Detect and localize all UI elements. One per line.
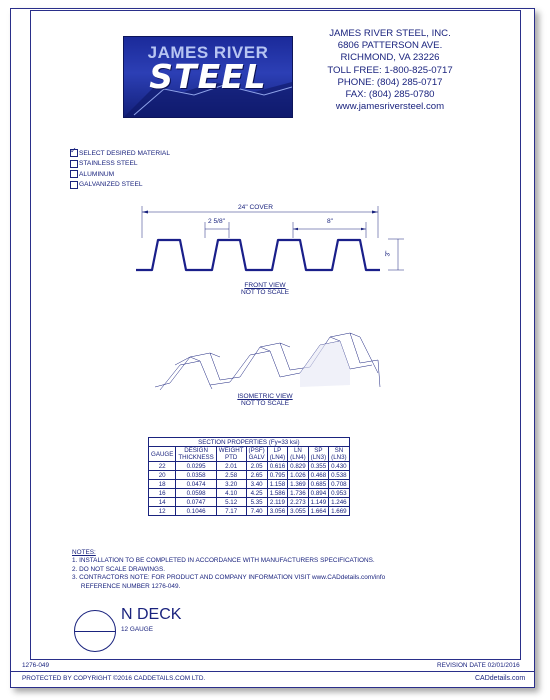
col-psf: (PSF) GALV [246, 447, 267, 462]
copyright: PROTECTED BY COPYRIGHT ©2016 CADDETAILS.COM LTD. [22, 675, 206, 682]
col-weight: WEIGHT PTD [216, 447, 246, 462]
col-sn: SN (LN3) [329, 447, 349, 462]
front-view-title: FRONT VIEW [244, 282, 286, 289]
table-cell: 18 [149, 480, 176, 489]
table-cell: 0.685 [308, 480, 328, 489]
table-cell: 1.158 [267, 480, 287, 489]
title-block-circle [74, 610, 116, 652]
table-cell: 12 [149, 507, 176, 516]
col-thickness: DESIGN THICKNESS [176, 447, 216, 462]
revision-date: REVISION DATE 02/01/2016 [437, 662, 520, 669]
table-cell: 5.12 [216, 498, 246, 507]
dim-cover: 24" COVER [238, 204, 273, 211]
table-cell: 4.25 [246, 489, 267, 498]
table-cell: 0.538 [329, 471, 349, 480]
table-cell: 0.355 [308, 462, 328, 471]
table-row [149, 471, 350, 480]
col-lp: LP (LN4) [267, 447, 287, 462]
table-title-row [149, 438, 350, 447]
table-cell: 0.953 [329, 489, 349, 498]
detail-subtitle: 12 GAUGE [121, 626, 153, 633]
table-cell: 4.10 [216, 489, 246, 498]
note-item: REFERENCE NUMBER 1276-049. [72, 582, 181, 590]
table-cell: 3.20 [216, 480, 246, 489]
table-cell: 0.0598 [176, 489, 216, 498]
table-cell: 0.0747 [176, 498, 216, 507]
table-cell: 2.58 [216, 471, 246, 480]
company-name: JAMES RIVER STEEL, INC. [329, 28, 451, 39]
checkbox-icon[interactable] [70, 181, 78, 189]
isometric-view-drawing [150, 325, 400, 395]
table-cell: 1.664 [308, 507, 328, 516]
company-contact-block [300, 28, 480, 113]
notes-block [72, 549, 385, 591]
note-item: 1. INSTALLATION TO BE COMPLETED IN ACCORDANCE WITH MANUFACTURERS SPECIFICATIONS. [72, 557, 375, 565]
dim-top-width: 2 5/8" [208, 218, 226, 225]
table-cell: 2.65 [246, 471, 267, 480]
material-option-stainless[interactable]: STAINLESS STEEL [70, 159, 170, 170]
company-fax: FAX: (804) 285-0780 [345, 89, 435, 101]
material-option-aluminum[interactable]: ALUMINUM [70, 169, 170, 180]
company-phone: PHONE: (804) 285-0717 [337, 76, 443, 88]
table-cell: 0.795 [267, 471, 287, 480]
table-cell: 16 [149, 489, 176, 498]
table-cell: 5.35 [246, 498, 267, 507]
isometric-view-caption [210, 393, 320, 407]
material-option-galvanized[interactable]: GALVANIZED STEEL [70, 180, 170, 191]
table-cell: 1.246 [329, 498, 349, 507]
col-ln: LN (LN4) [288, 447, 308, 462]
table-cell: 2.05 [246, 462, 267, 471]
table-cell: 0.0295 [176, 462, 216, 471]
table-cell: 0.0474 [176, 480, 216, 489]
table-cell: 22 [149, 462, 176, 471]
front-view-drawing [130, 200, 420, 290]
company-website[interactable]: www.jamesriversteel.com [335, 101, 445, 113]
table-cell: 7.17 [216, 507, 246, 516]
note-item: 2. DO NOT SCALE DRAWINGS. [72, 565, 166, 573]
table-cell: 0.0358 [176, 471, 216, 480]
material-checklist [70, 148, 170, 190]
logo-text-bottom: STEEL [149, 57, 267, 96]
company-address-1: 6806 PATTERSON AVE. [337, 40, 443, 52]
reference-number: 1276-049 [22, 662, 50, 669]
table-cell: 1.586 [267, 489, 287, 498]
section-properties-table [148, 437, 350, 516]
logo-text-top: JAMES RIVER [147, 43, 269, 62]
table-cell: 1.369 [288, 480, 308, 489]
checkbox-checked-icon[interactable] [70, 149, 78, 157]
caddetails-link[interactable]: CADdetails.com [475, 675, 526, 682]
table-row [149, 480, 350, 489]
notes-heading: NOTES: [72, 549, 96, 556]
table-cell: 2.273 [288, 498, 308, 507]
company-tollfree: TOLL FREE: 1-800-825-0717 [327, 64, 453, 76]
table-cell: 1.736 [288, 489, 308, 498]
table-cell: 0.708 [329, 480, 349, 489]
table-cell: 1.669 [329, 507, 349, 516]
table-cell: 0.894 [308, 489, 328, 498]
front-view-subtitle: NOT TO SCALE [240, 289, 289, 296]
checkbox-icon[interactable] [70, 170, 78, 178]
table-cell: 1.149 [308, 498, 328, 507]
table-cell: 3.055 [288, 507, 308, 516]
footer-divider [10, 671, 534, 672]
table-cell: 0.430 [329, 462, 349, 471]
isometric-view-title: ISOMETRIC VIEW [237, 393, 293, 400]
col-sp: SP (LN3) [308, 447, 328, 462]
company-logo [123, 36, 293, 118]
table-cell: 14 [149, 498, 176, 507]
dim-pitch: 8" [327, 218, 334, 225]
note-item: 3. CONTRACTORS NOTE: FOR PRODUCT AND COMPANY INFORMATION VISIT www.CADdetails.com/info [72, 574, 386, 582]
company-address-2: RICHMOND, VA 23226 [340, 52, 440, 64]
table-row [149, 498, 350, 507]
table-cell: 1.026 [288, 471, 308, 480]
table-header-row [149, 447, 350, 462]
table-cell: 0.1046 [176, 507, 216, 516]
table-cell: 2.119 [267, 498, 287, 507]
table-cell: 20 [149, 471, 176, 480]
table-body [149, 462, 350, 516]
dim-depth: 3" [384, 250, 392, 257]
detail-title: N DECK [121, 606, 182, 623]
table-cell: 0.616 [267, 462, 287, 471]
table-row [149, 489, 350, 498]
table-cell: 0.468 [308, 471, 328, 480]
table-row [149, 462, 350, 471]
front-view-caption [215, 282, 315, 296]
checkbox-icon[interactable] [70, 160, 78, 168]
table-row [149, 507, 350, 516]
material-option-select[interactable]: ✓ SELECT DESIRED MATERIAL [70, 148, 170, 159]
isometric-view-subtitle: NOT TO SCALE [240, 400, 289, 407]
table-cell: 7.40 [246, 507, 267, 516]
table-cell: 3.40 [246, 480, 267, 489]
table-cell: 3.056 [267, 507, 287, 516]
table-cell: 2.01 [216, 462, 246, 471]
col-gauge: GAUGE [149, 447, 176, 462]
table-title: SECTION PROPERTIES (Fy=33 ksi) [149, 438, 350, 447]
table-cell: 0.829 [288, 462, 308, 471]
